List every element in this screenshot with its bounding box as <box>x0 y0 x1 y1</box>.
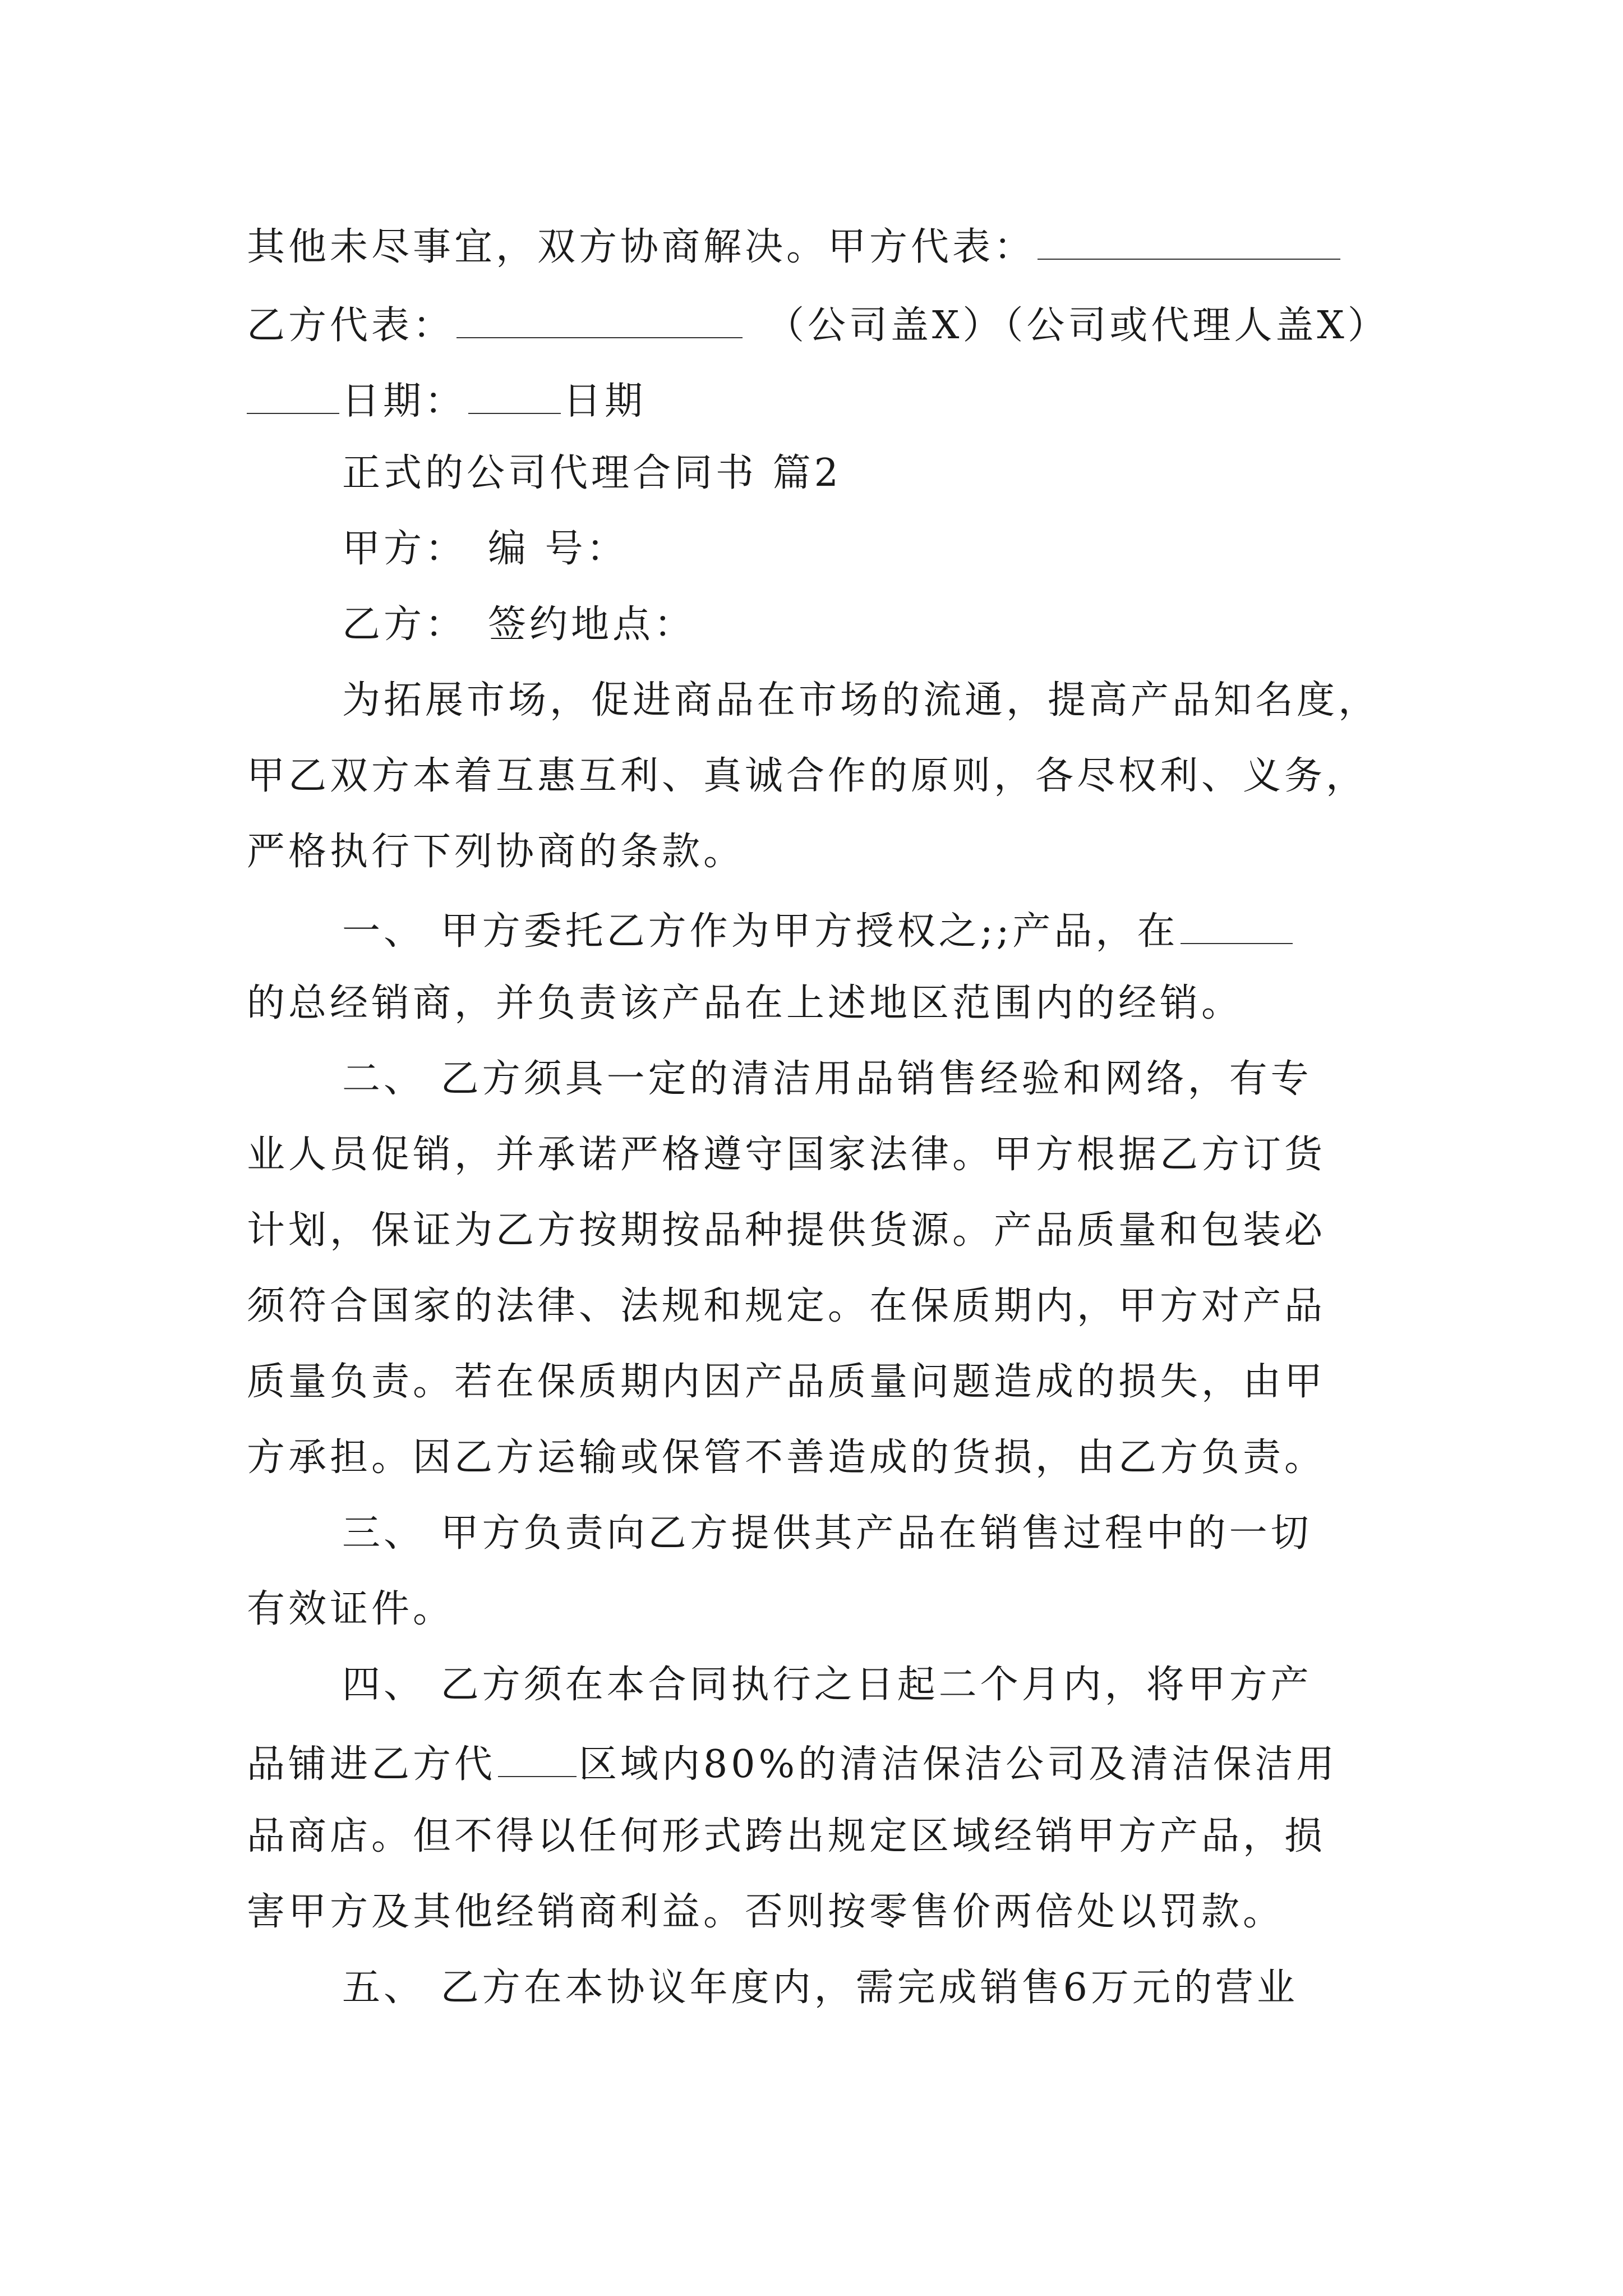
blank-field-date-1 <box>247 379 339 414</box>
text-segment: 质量负责。若在保质期内因产品质量问题造成的损失，由甲 <box>247 1360 1326 1404</box>
text-line <box>247 379 1396 424</box>
text-line <box>247 224 1396 270</box>
clause-line <box>247 1208 1396 1253</box>
blank-field-party-a-rep <box>1038 224 1340 260</box>
text-line <box>342 602 1396 647</box>
paragraph-line <box>342 678 1396 723</box>
text-segment: （公司盖X）（公司或代理人盖X） <box>766 303 1389 348</box>
text-segment: 甲方： <box>342 527 467 571</box>
text-segment: 有效证件。 <box>247 1587 455 1631</box>
clause-line <box>247 1284 1396 1328</box>
text-segment: 为拓展市场，促进商品在市场的流通，提高产品知名度， <box>342 678 1380 723</box>
text-segment: 编 号： <box>488 527 628 571</box>
text-segment: 一、 甲方委托乙方作为甲方授权之;;产品，在 <box>342 909 1179 954</box>
clause-line <box>342 909 1396 954</box>
text-segment: 四、 乙方须在本合同执行之日起二个月内，将甲方产 <box>342 1663 1312 1707</box>
clause-line <box>247 1742 1396 1787</box>
clause-line <box>342 1511 1396 1556</box>
paragraph-line <box>247 830 1396 874</box>
heading-text: 正式的公司代理合同书 篇2 <box>342 451 842 495</box>
clause-line <box>342 1663 1396 1707</box>
text-segment: 三、 甲方负责向乙方提供其产品在销售过程中的一切 <box>342 1511 1312 1556</box>
blank-field-region <box>1181 909 1293 944</box>
text-segment: 须符合国家的法律、法规和规定。在保质期内，甲方对产品 <box>247 1284 1326 1328</box>
text-segment: 业人员促销，并承诺严格遵守国家法律。甲方根据乙方订货 <box>247 1133 1326 1177</box>
clause-line <box>342 1966 1396 2010</box>
clause-line <box>247 1360 1396 1404</box>
text-line <box>247 303 1396 348</box>
clause-line <box>247 1133 1396 1177</box>
text-segment: 方承担。因乙方运输或保管不善造成的货损，由乙方负责。 <box>247 1435 1326 1480</box>
blank-field-party-b-rep <box>457 303 743 338</box>
text-segment: 甲乙双方本着互惠互利、真诚合作的原则，各尽权利、义务， <box>247 754 1368 798</box>
text-segment: 签约地点： <box>488 602 696 647</box>
text-segment: 的总经销商，并负责该产品在上述地区范围内的经销。 <box>247 981 1243 1025</box>
section-heading <box>342 451 1396 495</box>
text-segment: 害甲方及其他经销商利益。否则按零售价两倍处以罚款。 <box>247 1890 1285 1934</box>
text-segment: 严格执行下列协商的条款。 <box>247 830 745 874</box>
text-segment: 日期： <box>342 379 467 424</box>
clause-line <box>342 1057 1396 1101</box>
text-segment: 二、 乙方须具一定的清洁用品销售经验和网络，有专 <box>342 1057 1312 1101</box>
clause-line <box>247 1435 1396 1480</box>
text-segment: 区域内80%的清洁保洁公司及清洁保洁用 <box>579 1742 1338 1787</box>
clause-line <box>247 1890 1396 1934</box>
text-segment: 五、 乙方在本协议年度内，需完成销售6万元的营业 <box>342 1966 1298 2010</box>
text-segment: 计划，保证为乙方按期按品种提供货源。产品质量和包装必 <box>247 1208 1326 1253</box>
clause-line <box>247 1814 1396 1858</box>
text-segment: 乙方代表： <box>247 303 455 348</box>
text-line <box>342 527 1396 571</box>
blank-field-area <box>498 1742 577 1777</box>
text-segment: 品铺进乙方代 <box>247 1742 496 1787</box>
clause-line <box>247 1587 1396 1631</box>
blank-field-date-2 <box>468 379 561 414</box>
paragraph-line <box>247 754 1396 798</box>
text-segment: 品商店。但不得以任何形式跨出规定区域经销甲方产品，损 <box>247 1814 1326 1858</box>
text-segment: 日期 <box>563 379 647 424</box>
text-segment: 其他未尽事宜，双方协商解决。甲方代表： <box>247 225 1036 270</box>
clause-line <box>247 981 1396 1025</box>
text-segment: 乙方： <box>342 602 467 647</box>
